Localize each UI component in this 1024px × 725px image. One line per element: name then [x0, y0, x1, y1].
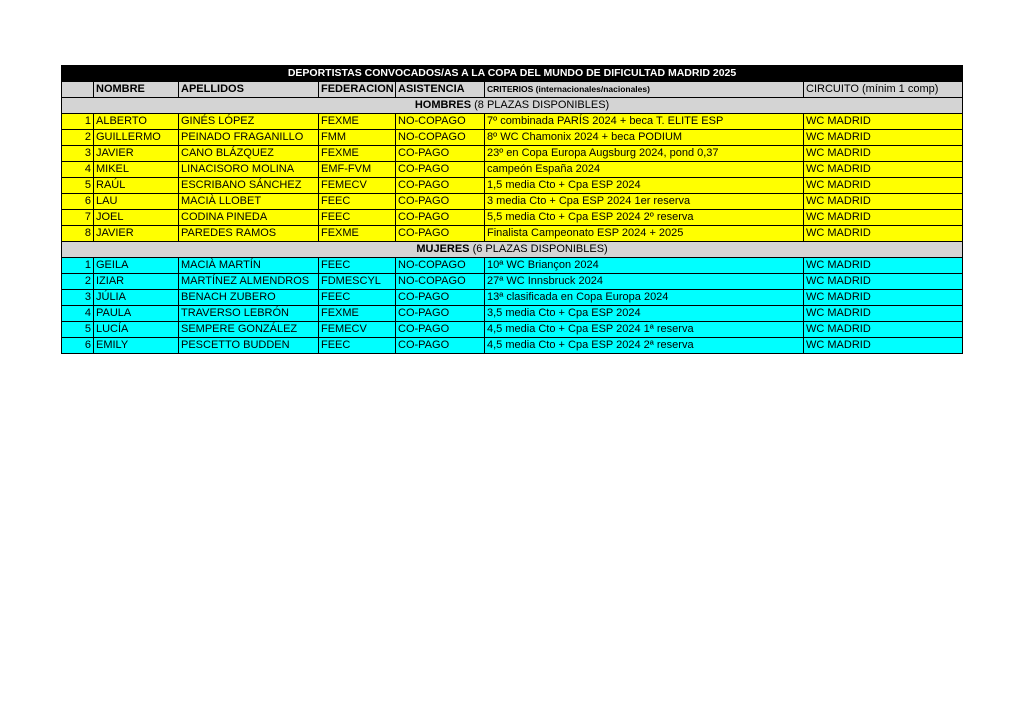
cell-apellidos: PESCETTO BUDDEN: [179, 338, 319, 354]
cell-criterios: 3,5 media Cto + Cpa ESP 2024: [485, 306, 804, 322]
cell-number: 5: [62, 322, 94, 338]
cell-criterios: 3 media Cto + Cpa ESP 2024 1er reserva: [485, 194, 804, 210]
cell-apellidos: MARTÍNEZ ALMENDROS: [179, 274, 319, 290]
cell-criterios: 27ª WC Innsbruck 2024: [485, 274, 804, 290]
cell-number: 1: [62, 114, 94, 130]
cell-federacion: FEEC: [319, 258, 396, 274]
cell-federacion: FEXME: [319, 114, 396, 130]
cell-criterios: Finalista Campeonato ESP 2024 + 2025: [485, 226, 804, 242]
cell-nombre: LAU: [94, 194, 179, 210]
cell-apellidos: CANO BLÁZQUEZ: [179, 146, 319, 162]
cell-federacion: FEEC: [319, 290, 396, 306]
cell-nombre: ALBERTO: [94, 114, 179, 130]
title-row: [62, 66, 963, 82]
table-row: [62, 290, 963, 306]
header-criterios: CRITERIOS (internacionales/nacionales): [485, 82, 804, 98]
cell-asistencia: CO-PAGO: [396, 194, 485, 210]
cell-federacion: FEXME: [319, 306, 396, 322]
cell-criterios: 4,5 media Cto + Cpa ESP 2024 1ª reserva: [485, 322, 804, 338]
cell-criterios: 5,5 media Cto + Cpa ESP 2024 2º reserva: [485, 210, 804, 226]
cell-federacion: FEEC: [319, 194, 396, 210]
athletes-table: [61, 65, 963, 354]
cell-circuito: WC MADRID: [804, 338, 963, 354]
men-section-header: [62, 98, 963, 114]
cell-asistencia: CO-PAGO: [396, 322, 485, 338]
cell-asistencia: CO-PAGO: [396, 162, 485, 178]
convocation-sheet: [61, 65, 962, 354]
cell-criterios: 13ª clasificada en Copa Europa 2024: [485, 290, 804, 306]
women-section-header: [62, 242, 963, 258]
cell-federacion: FEXME: [319, 146, 396, 162]
table-row: [62, 322, 963, 338]
cell-circuito: WC MADRID: [804, 258, 963, 274]
men-section-detail: (8 PLAZAS DISPONIBLES): [474, 99, 610, 111]
cell-nombre: RAÚL: [94, 178, 179, 194]
table-row: [62, 338, 963, 354]
cell-nombre: MIKEL: [94, 162, 179, 178]
cell-number: 4: [62, 306, 94, 322]
table-row: [62, 258, 963, 274]
cell-nombre: GEILA: [94, 258, 179, 274]
cell-federacion: EMF-FVM: [319, 162, 396, 178]
cell-number: 2: [62, 130, 94, 146]
cell-number: 3: [62, 290, 94, 306]
cell-criterios: campeón España 2024: [485, 162, 804, 178]
cell-criterios: 23º en Copa Europa Augsburg 2024, pond 0,37: [485, 146, 804, 162]
cell-criterios: 8º WC Chamonix 2024 + beca PODIUM: [485, 130, 804, 146]
header-asistencia: ASISTENCIA: [396, 82, 485, 98]
cell-federacion: FEEC: [319, 210, 396, 226]
header-nombre: NOMBRE: [94, 82, 179, 98]
table-row: [62, 162, 963, 178]
men-section-label: HOMBRES: [414, 99, 472, 111]
cell-number: 8: [62, 226, 94, 242]
cell-apellidos: CODINA PINEDA: [179, 210, 319, 226]
cell-asistencia: NO-COPAGO: [396, 114, 485, 130]
women-section-label: MUJERES: [416, 243, 470, 255]
cell-nombre: JAVIER: [94, 226, 179, 242]
header-apellidos: APELLIDOS: [179, 82, 319, 98]
cell-number: 4: [62, 162, 94, 178]
cell-asistencia: NO-COPAGO: [396, 130, 485, 146]
cell-criterios: 10ª WC Briançon 2024: [485, 258, 804, 274]
cell-nombre: JAVIER: [94, 146, 179, 162]
header-number: [62, 82, 94, 98]
header-federacion: FEDERACION: [319, 82, 396, 98]
cell-federacion: FEMECV: [319, 178, 396, 194]
cell-criterios: 1,5 media Cto + Cpa ESP 2024: [485, 178, 804, 194]
table-title: DEPORTISTAS CONVOCADOS/AS A LA COPA DEL MUNDO DE DIFICULTAD MADRID 2025: [62, 66, 963, 82]
cell-nombre: JOEL: [94, 210, 179, 226]
header-row: [62, 82, 963, 98]
cell-circuito: WC MADRID: [804, 306, 963, 322]
cell-number: 5: [62, 178, 94, 194]
table-row: [62, 226, 963, 242]
cell-circuito: WC MADRID: [804, 146, 963, 162]
cell-nombre: LUCÍA: [94, 322, 179, 338]
cell-circuito: WC MADRID: [804, 114, 963, 130]
cell-circuito: WC MADRID: [804, 210, 963, 226]
cell-federacion: FMM: [319, 130, 396, 146]
cell-apellidos: SEMPERE GONZÁLEZ: [179, 322, 319, 338]
cell-circuito: WC MADRID: [804, 162, 963, 178]
cell-criterios: 4,5 media Cto + Cpa ESP 2024 2ª reserva: [485, 338, 804, 354]
cell-circuito: WC MADRID: [804, 130, 963, 146]
cell-nombre: JÚLIA: [94, 290, 179, 306]
cell-asistencia: CO-PAGO: [396, 146, 485, 162]
cell-apellidos: MACIÀ MARTÍN: [179, 258, 319, 274]
table-row: [62, 178, 963, 194]
cell-circuito: WC MADRID: [804, 178, 963, 194]
cell-apellidos: MACIÀ LLOBET: [179, 194, 319, 210]
table-row: [62, 306, 963, 322]
cell-asistencia: NO-COPAGO: [396, 258, 485, 274]
cell-number: 2: [62, 274, 94, 290]
women-section-row: [62, 242, 963, 258]
cell-apellidos: GINÉS LÓPEZ: [179, 114, 319, 130]
cell-asistencia: CO-PAGO: [396, 306, 485, 322]
cell-nombre: GUILLERMO: [94, 130, 179, 146]
cell-federacion: FEMECV: [319, 322, 396, 338]
table-row: [62, 130, 963, 146]
cell-number: 3: [62, 146, 94, 162]
women-section-detail: (6 PLAZAS DISPONIBLES): [472, 243, 608, 255]
cell-circuito: WC MADRID: [804, 290, 963, 306]
cell-asistencia: CO-PAGO: [396, 210, 485, 226]
cell-circuito: WC MADRID: [804, 194, 963, 210]
cell-criterios: 7º combinada PARÍS 2024 + beca T. ELITE ESP: [485, 114, 804, 130]
cell-number: 6: [62, 338, 94, 354]
cell-apellidos: PEINADO FRAGANILLO: [179, 130, 319, 146]
cell-number: 6: [62, 194, 94, 210]
cell-number: 7: [62, 210, 94, 226]
cell-circuito: WC MADRID: [804, 274, 963, 290]
cell-nombre: EMILY: [94, 338, 179, 354]
cell-apellidos: PAREDES RAMOS: [179, 226, 319, 242]
cell-asistencia: CO-PAGO: [396, 290, 485, 306]
table-row: [62, 146, 963, 162]
cell-federacion: FDMESCYL: [319, 274, 396, 290]
cell-circuito: WC MADRID: [804, 226, 963, 242]
cell-federacion: FEXME: [319, 226, 396, 242]
cell-nombre: PAULA: [94, 306, 179, 322]
cell-asistencia: NO-COPAGO: [396, 274, 485, 290]
cell-nombre: IZIAR: [94, 274, 179, 290]
cell-apellidos: LINACISORO MOLINA: [179, 162, 319, 178]
cell-asistencia: CO-PAGO: [396, 178, 485, 194]
cell-apellidos: BENACH ZUBERO: [179, 290, 319, 306]
men-section-row: [62, 98, 963, 114]
table-row: [62, 274, 963, 290]
header-circuito: CIRCUITO (mínim 1 comp): [804, 82, 963, 98]
table-row: [62, 194, 963, 210]
table-row: [62, 210, 963, 226]
cell-apellidos: TRAVERSO LEBRÓN: [179, 306, 319, 322]
table-row: [62, 114, 963, 130]
cell-circuito: WC MADRID: [804, 322, 963, 338]
cell-apellidos: ESCRIBANO SÁNCHEZ: [179, 178, 319, 194]
cell-federacion: FEEC: [319, 338, 396, 354]
cell-asistencia: CO-PAGO: [396, 226, 485, 242]
cell-number: 1: [62, 258, 94, 274]
cell-asistencia: CO-PAGO: [396, 338, 485, 354]
